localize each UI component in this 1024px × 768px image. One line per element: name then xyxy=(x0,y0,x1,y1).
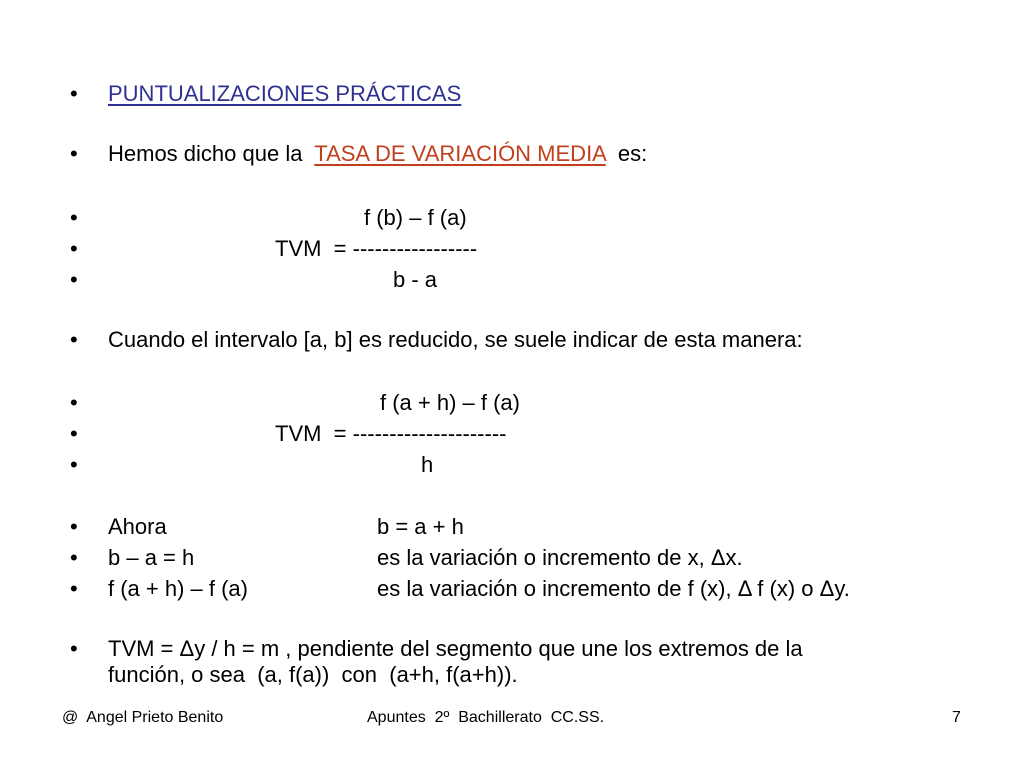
row-3-left: f (a + h) – f (a) xyxy=(108,576,248,601)
bullet-row-2: • xyxy=(70,545,78,570)
conclusion-line-1: TVM = Δy / h = m , pendiente del segmento que une los extremos de la xyxy=(108,636,803,661)
bullet-conclusion: • xyxy=(70,636,78,661)
formula2-denominator: h xyxy=(421,452,434,477)
bullet-heading: • xyxy=(70,81,78,106)
bullet-row-1: • xyxy=(70,514,78,539)
footer-course: Apuntes 2º Bachillerato CC.SS. xyxy=(367,709,605,726)
slide-heading: PUNTUALIZACIONES PRÁCTICAS xyxy=(108,81,462,106)
bullet-condition: • xyxy=(70,327,78,352)
bullet-row-3: • xyxy=(70,576,78,601)
intro-prefix: Hemos dicho que la xyxy=(108,141,309,166)
bullet-intro: • xyxy=(70,141,78,166)
conclusion-line-2: función, o sea (a, f(a)) con (a+h, f(a+h)). xyxy=(108,662,518,687)
formula1-denominator: b - a xyxy=(393,267,438,292)
bullet-formula1-den: • xyxy=(70,267,78,292)
condition-text: Cuando el intervalo [a, b] es reducido, se suele indicar de esta manera: xyxy=(108,327,803,352)
footer-author: @ Angel Prieto Benito xyxy=(62,709,224,726)
tvm-highlight: TASA DE VARIACIÓN MEDIA xyxy=(314,141,606,166)
row-1-left: Ahora xyxy=(108,514,167,539)
formula2-lhs: TVM = --------------------- xyxy=(275,421,507,446)
bullet-formula2-den: • xyxy=(70,452,78,477)
footer-page-number: 7 xyxy=(952,709,961,726)
bullet-formula2-num: • xyxy=(70,390,78,415)
bullet-formula1-lhs: • xyxy=(70,236,78,261)
intro-suffix: es: xyxy=(611,141,648,166)
row-1-right: b = a + h xyxy=(377,514,464,539)
row-3-right: es la variación o incremento de f (x), Δ f (x) o Δy. xyxy=(377,576,850,601)
bullet-formula1-num: • xyxy=(70,205,78,230)
formula1-lhs: TVM = ----------------- xyxy=(275,236,478,261)
row-2-left: b – a = h xyxy=(108,545,195,570)
formula1-numerator: f (b) – f (a) xyxy=(364,205,467,230)
intro-line xyxy=(108,141,647,167)
formula2-numerator: f (a + h) – f (a) xyxy=(380,390,520,415)
row-2-right: es la variación o incremento de x, Δx. xyxy=(377,545,743,570)
bullet-formula2-lhs: • xyxy=(70,421,78,446)
